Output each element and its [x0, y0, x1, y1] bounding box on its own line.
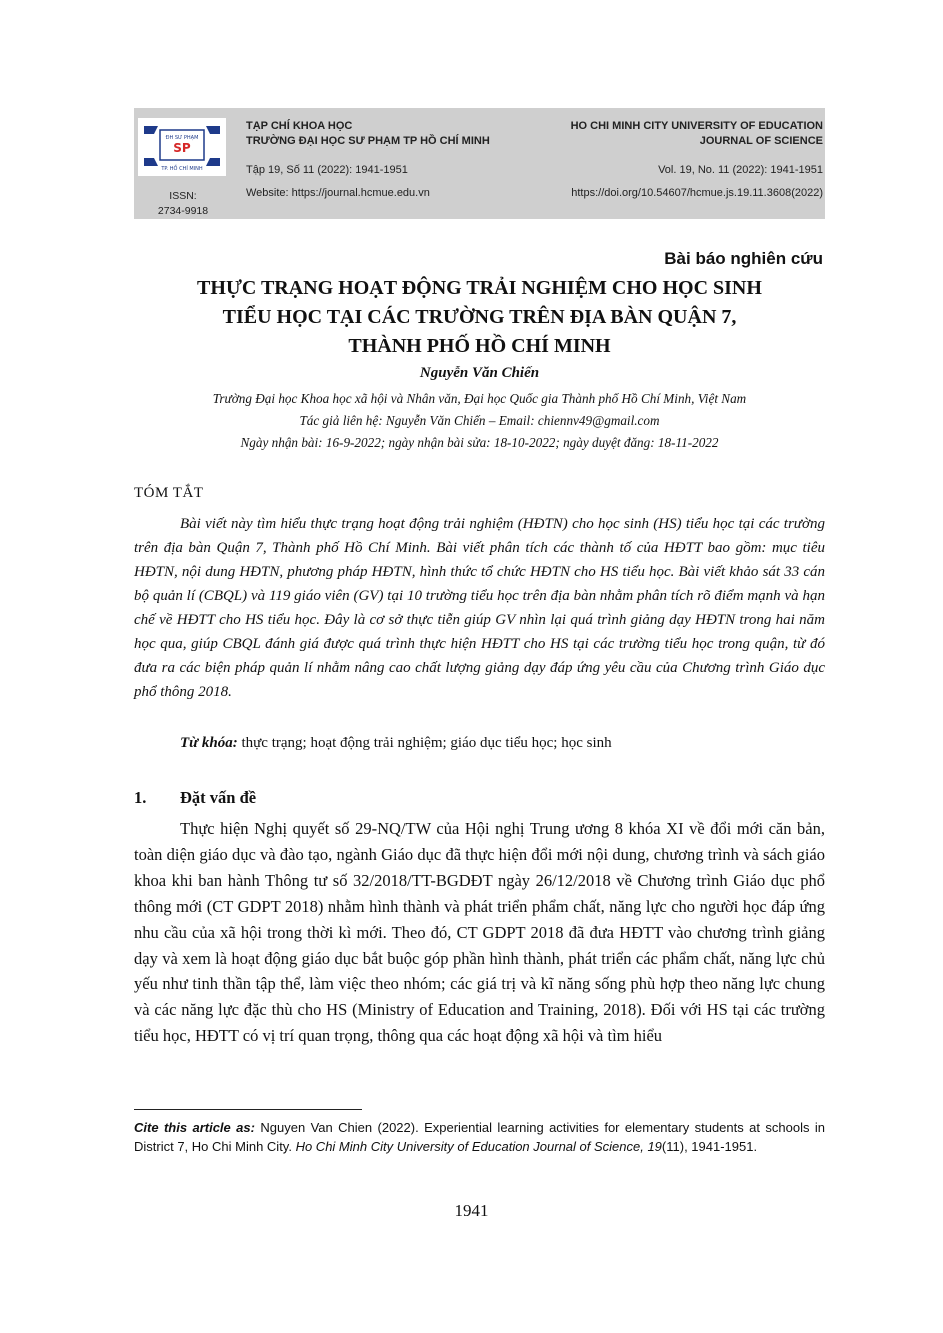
title-line-3: THÀNH PHỐ HỒ CHÍ MINH	[348, 335, 611, 357]
keywords-list: thực trạng; hoạt động trải nghiệm; giáo dục tiểu học; học sinh	[237, 735, 612, 751]
svg-text:TP. HỒ CHÍ MINH: TP. HỒ CHÍ MINH	[161, 166, 203, 172]
page-number: 1941	[454, 1201, 489, 1220]
cite-journal: Ho Chi Minh City University of Education Journal of Science, 19	[295, 1138, 662, 1154]
volume-vn: Tập 19, Số 11 (2022): 1941-1951	[246, 164, 408, 176]
article-title	[134, 274, 825, 361]
article-type: Bài báo nghiên cứu	[664, 249, 823, 268]
abstract-heading: TÓM TẮT	[134, 485, 204, 501]
cite-issue: (11), 1941-1951.	[661, 1138, 758, 1154]
logo-sp-text: SP	[173, 141, 191, 155]
university-logo	[138, 118, 226, 176]
publication-dates: Ngày nhận bài: 16-9-2022; ngày nhận bài sửa: 18-10-2022; ngày duyệt đăng: 18-11-2022	[240, 435, 719, 450]
journal-name-en-line2: JOURNAL OF SCIENCE	[699, 135, 823, 147]
journal-name-vn-line2: TRƯỜNG ĐẠI HỌC SƯ PHẠM TP HỒ CHÍ MINH	[246, 135, 490, 147]
section-title: Đặt vấn đề	[180, 788, 257, 807]
journal-name-en-line1: HO CHI MINH CITY UNIVERSITY OF EDUCATION	[570, 120, 823, 132]
section-body: Thực hiện Nghị quyết số 29-NQ/TW của Hội nghị Trung ương 8 khóa XI về đổi mới căn bản, toàn diện giáo dục và đào tạo, ngành Giáo dục đã thực hiện đổi mới nội dung, chương trình và sách giáo khoa khi ban hành Thông tư số 32/2018/TT-BGDĐT ngày 26/12/2018 về Chương trình Giáo dục phổ thông mới (CT GDPT 2018) nhằm hình thành và phát triển phẩm chất, năng lực cho người học đáp ứng nhu cầu của xã hội trong thời kì mới. Theo đó, CT GDPT 2018 đã đưa HĐTT vào chương trình giảng dạy và xem là hoạt động giáo dục bắt buộc góp phần hình thành, phát triển các phẩm chất, năng lực chủ yếu như tinh thần tập thể, làm việc theo nhóm; các giá trị và kĩ năng sống phù hợp theo năng lực chung và các năng lực đặc thù cho HS (Ministry of Education and Training, 2018). Đối với HS tại các trường tiểu học, HĐTT có vị trí quan trọng, thông qua các hoạt động xã hội và tìm hiểu	[134, 819, 825, 1046]
svg-text:ĐH SƯ PHẠM: ĐH SƯ PHẠM	[165, 135, 199, 141]
contact-info: Tác giả liên hệ: Nguyễn Văn Chiến – Email: chiennv49@gmail.com	[299, 413, 660, 428]
volume-en: Vol. 19, No. 11 (2022): 1941-1951	[658, 164, 823, 176]
journal-name-vn-line1: TẠP CHÍ KHOA HỌC	[246, 120, 353, 132]
issn-number: 2734-9918	[157, 205, 209, 217]
title-line-1: THỰC TRẠNG HOẠT ĐỘNG TRẢI NGHIỆM CHO HỌC SINH	[197, 277, 762, 299]
section-number: 1.	[134, 788, 147, 807]
doi-link[interactable]: https://doi.org/10.54607/hcmue.js.19.11.3608(2022)	[571, 187, 823, 199]
cite-label: Cite this article as:	[134, 1120, 255, 1135]
footnote-divider	[134, 1109, 362, 1110]
issn	[134, 189, 232, 219]
abstract-text: Bài viết này tìm hiểu thực trạng hoạt động trải nghiệm (HĐTN) cho học sinh (HS) tiểu học tại các trường trên địa bàn Quận 7, Thành phố Hồ Chí Minh. Bài viết phân tích các thành tố của HĐTT bao gồm: mục tiêu HĐTN, nội dung HĐTN, phương pháp HĐTN, hình thức tổ chức HĐTN cho HS tiểu học. Bài viết khảo sát 33 cán bộ quản lí (CBQL) và 119 giáo viên (GV) tại 10 trường tiểu học trên địa bàn nhằm phân tích rõ điểm mạnh và hạn chế về HĐTT cho HS tiểu học. Đây là cơ sở thực tiễn giúp GV nhìn lại quá trình giảng dạy HĐTN trong hai năm học qua, giúp CBQL đánh giá được quá trình thực hiện HĐTT cho HS tại các trường tiểu học trong quận, từ đó đưa ra các biện pháp quản lí nhằm nâng cao chất lượng giảng dạy đáp ứng yêu cầu của Chương trình Giáo dục phổ thông 2018.	[134, 516, 825, 700]
citation-footnote	[134, 1119, 825, 1156]
cite-text: Nguyen Van Chien (2022). Experiential learning activities for elementary students at schools in District 7, Ho Chi Minh City.	[134, 1120, 825, 1154]
keywords	[180, 735, 612, 752]
keywords-label: Từ khóa:	[180, 735, 238, 751]
journal-header	[134, 108, 825, 219]
issn-label: ISSN:	[169, 190, 197, 202]
website-link[interactable]: Website: https://journal.hcmue.edu.vn	[246, 187, 430, 199]
title-line-2: TIỂU HỌC TẠI CÁC TRƯỜNG TRÊN ĐỊA BÀN QUẬN 7,	[222, 306, 737, 328]
affiliation: Trường Đại học Khoa học xã hội và Nhân văn, Đại học Quốc gia Thành phố Hồ Chí Minh, Việt Nam	[212, 391, 747, 406]
author-name: Nguyễn Văn Chiến	[419, 365, 540, 381]
section-heading	[134, 788, 256, 808]
